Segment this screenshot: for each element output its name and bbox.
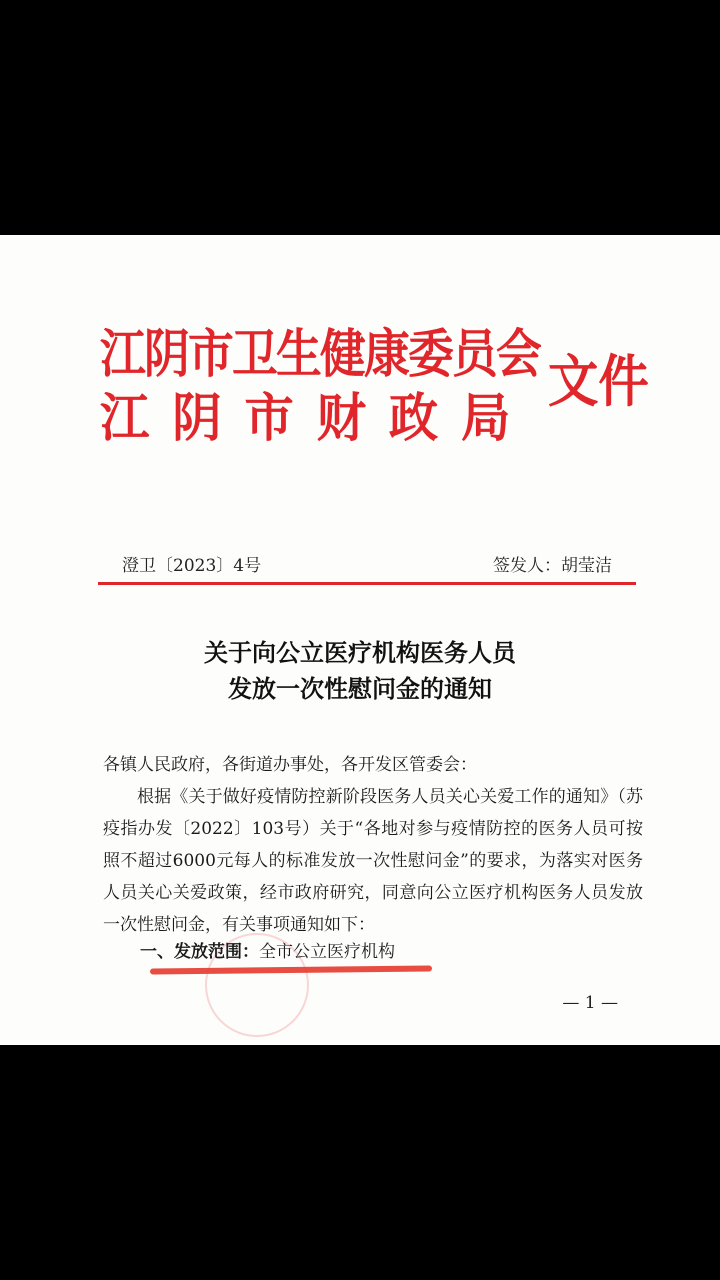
document-body	[103, 749, 643, 941]
title-line-1: 关于向公立医疗机构医务人员	[204, 639, 516, 667]
section-1	[140, 937, 395, 962]
page-number: — 1 —	[562, 993, 618, 1013]
document-page	[0, 235, 720, 1045]
section-1-heading: 一、发放范围：	[140, 942, 259, 962]
addressee: 各镇人民政府，各街道办事处，各开发区管委会：	[103, 755, 477, 775]
red-divider	[98, 582, 636, 585]
document-number: 澄卫〔2023〕4号	[122, 556, 262, 576]
issuing-organizations	[100, 325, 540, 449]
document-title	[0, 635, 720, 707]
issuer: 签发人：胡莹洁	[493, 556, 612, 576]
org-finance-bureau: 江阴市财政局	[100, 389, 534, 449]
body-paragraph: 根据《关于做好疫情防控新阶段医务人员关心关爱工作的通知》（苏疫指办发〔2022〕103号）关于“各地对参与疫情防控的医务人员可按照不超过6000元每人的标准发放一次性慰问金”的要求，为落实对医务人员关心关爱政策，经市政府研究，同意向公立医疗机构医务人员发放一次性慰问金，有关事项通知如下：	[103, 787, 643, 935]
org-health-commission: 江阴市卫生健康委员会	[100, 325, 541, 385]
section-1-text: 全市公立医疗机构	[259, 942, 395, 962]
title-line-2: 发放一次性慰问金的通知	[228, 675, 492, 703]
document-type: 文件	[548, 350, 649, 415]
